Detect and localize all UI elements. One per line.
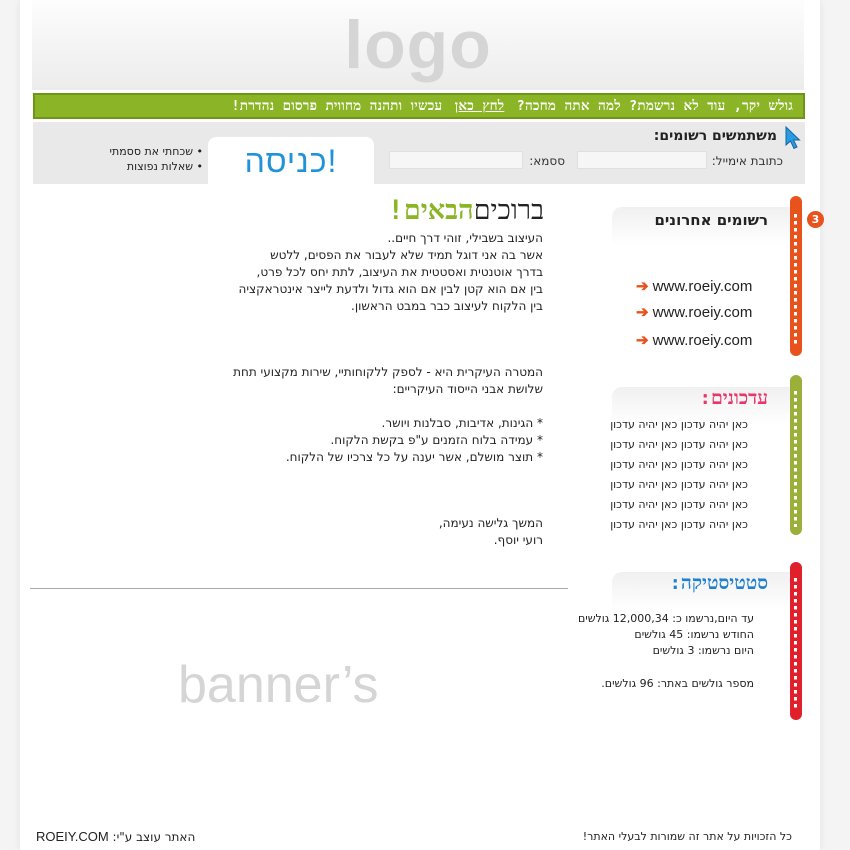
login-title: משתמשים רשומים: xyxy=(653,128,777,144)
stat-month: החודש נרשמו: 45 גולשים xyxy=(634,628,754,641)
text-line: רועי יוסף. xyxy=(493,533,543,547)
stats-title: סטטיסטיקה: xyxy=(669,572,768,594)
designer-site-link[interactable]: ROEIY.COM xyxy=(36,829,109,844)
text-line: בדרך אוטנטית ואסטטית את העיצוב, לתת יחס לכל פרט, xyxy=(256,265,543,279)
recent-link[interactable] xyxy=(636,331,752,349)
updates-decor-pill xyxy=(790,375,802,535)
arrow-right-icon: ➔ xyxy=(636,332,649,349)
text-line: המטרה העיקרית היא - לספק ללקוחותיי, שירות מקצועי תחת xyxy=(233,365,543,379)
email-field[interactable] xyxy=(577,151,707,169)
recent-link-label: www.roeiy.com xyxy=(652,278,753,295)
copyright-notice: כל הזכויות על אתר זה שמורות לבעלי האתר! xyxy=(582,830,792,843)
login-bar xyxy=(33,122,805,184)
list-item: * עמידה בלוח הזמנים ע"פ בקשת הלקוח. xyxy=(330,433,543,447)
text-line: בין הלקוח לעיצוב כבר במבט הראשון. xyxy=(351,299,543,313)
update-item[interactable]: כאן יהיה עדכון כאן יהיה עדכון xyxy=(610,418,748,431)
faq-link[interactable]: • שאלות נפוצות xyxy=(126,160,203,173)
text-line: המשך גלישה נעימה, xyxy=(438,516,543,530)
updates-title: עדכונים: xyxy=(699,387,768,409)
text-line: בין אם הוא קטן לבין אם הוא גדול ולדעת לייצר אינטראקציה xyxy=(238,282,543,296)
logo-header xyxy=(32,0,804,90)
welcome-heading-part2: הבאים! xyxy=(387,195,474,226)
goal-paragraph xyxy=(213,364,543,398)
cursor-arrow-icon xyxy=(785,126,801,154)
arrow-right-icon: ➔ xyxy=(636,278,649,295)
help-links xyxy=(107,144,203,174)
update-item[interactable]: כאן יהיה עדכון כאן יהיה עדכון xyxy=(610,458,748,471)
login-button-label: כניסה! xyxy=(244,143,338,179)
email-label: כתובת אימייל: xyxy=(711,154,783,168)
page-container xyxy=(20,0,820,850)
stat-online: מספר גולשים באתר: 96 גולשים. xyxy=(601,677,754,690)
list-item: * תוצר מושלם, אשר יענה על כל צרכיו של הלקוח. xyxy=(285,450,543,464)
update-item[interactable]: כאן יהיה עדכון כאן יהיה עדכון xyxy=(610,478,748,491)
stat-total: עד היום,נרשמו כ: 12,000,34 גולשים xyxy=(577,612,754,625)
login-button[interactable] xyxy=(208,137,374,185)
divider xyxy=(30,588,568,589)
recent-link[interactable] xyxy=(636,277,752,295)
designer-credit-label: האתר עוצב ע"י: xyxy=(112,830,196,844)
promo-bar xyxy=(33,93,805,119)
recent-decor-pill xyxy=(790,196,802,356)
update-item[interactable]: כאן יהיה עדכון כאן יהיה עדכון xyxy=(610,518,748,531)
recent-link[interactable] xyxy=(636,303,752,321)
text-line: אשר בה אני דוגל תמיד שלא לעבור את הפסים, ללטש xyxy=(270,248,543,262)
recent-link-label: www.roeiy.com xyxy=(652,332,753,349)
password-field[interactable] xyxy=(389,151,523,169)
welcome-heading-part1: ברוכים xyxy=(473,195,544,226)
stats-decor-pill xyxy=(790,562,802,720)
banner-placeholder[interactable]: banner’s xyxy=(178,656,379,714)
update-item[interactable]: כאן יהיה עדכון כאן יהיה עדכון xyxy=(610,498,748,511)
text-line: שלושת אבני הייסוד העיקריים: xyxy=(392,382,543,396)
recent-count-badge: 3 xyxy=(807,211,824,228)
signature xyxy=(213,515,543,549)
stat-today: היום נרשמו: 3 גולשים xyxy=(652,644,754,657)
password-label: ססמא: xyxy=(529,154,565,168)
intro-paragraph xyxy=(213,230,543,315)
arrow-right-icon: ➔ xyxy=(636,304,649,321)
promo-text-after: עכשיו ותהנה מחווית פרסום נהדרת! xyxy=(231,98,443,114)
welcome-heading xyxy=(388,195,544,226)
principles-list xyxy=(213,415,543,466)
list-item: * הגינות, אדיבות, סבלנות ויושר. xyxy=(381,416,543,430)
register-link[interactable]: לחץ כאן xyxy=(454,98,505,114)
update-item[interactable]: כאן יהיה עדכון כאן יהיה עדכון xyxy=(610,438,748,451)
designer-credit xyxy=(36,829,195,844)
logo[interactable]: logo xyxy=(344,7,492,83)
recent-title: רשומים אחרונים xyxy=(654,211,768,229)
forgot-password-link[interactable]: • שכחתי את ססמתי xyxy=(109,145,203,158)
promo-text xyxy=(231,98,793,114)
recent-link-label: www.roeiy.com xyxy=(652,304,753,321)
promo-text-before: גולש יקר, עוד לא נרשמת? למה אתה מחכה? xyxy=(516,98,793,114)
text-line: העיצוב בשבילי, זוהי דרך חיים.. xyxy=(387,231,543,245)
